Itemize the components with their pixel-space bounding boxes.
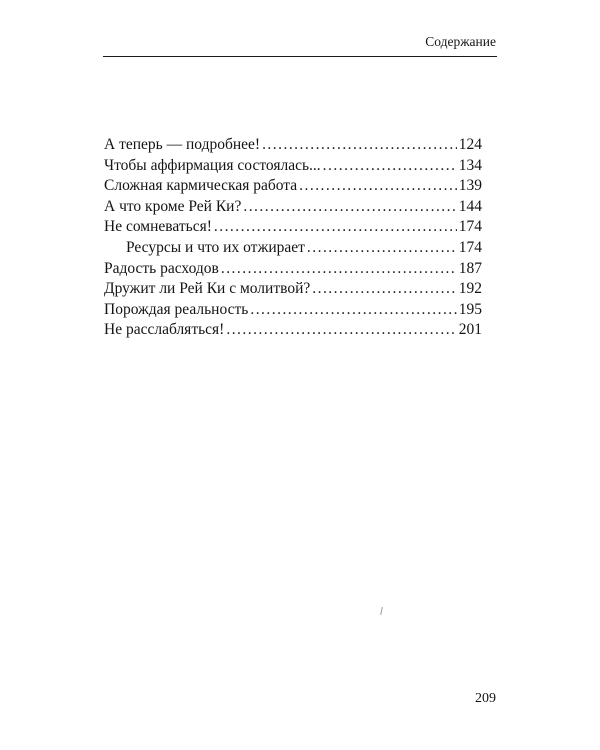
toc-entry [104,279,482,300]
toc-entry [104,176,482,197]
scan-speck [380,607,383,615]
toc-entry-title: Чтобы аффирмация состоялась... [104,156,321,174]
toc-dot-leader [226,320,456,341]
toc-entry-page: 144 [458,197,482,215]
toc-entry [104,156,482,177]
toc-dot-leader [243,197,456,218]
toc-dot-leader [250,300,456,321]
toc-entry [104,197,482,218]
toc-entry [104,300,482,321]
toc-entry [104,217,482,238]
toc-entry-title: Не расслабляться! [104,321,225,339]
toc-entry-page: 201 [458,321,482,339]
toc-entry [104,259,482,280]
toc-entry-title: Не сомневаться! [104,218,212,236]
toc-entry-title: Радость расходов [104,259,219,277]
toc-entry-title: Ресурсы и что их отжирает [126,238,305,256]
toc-subentry [104,238,482,259]
toc-dot-leader [312,279,457,300]
toc-dot-leader [214,217,457,238]
toc-entry-page: 174 [458,218,482,236]
toc-entry-page: 124 [458,136,482,153]
toc-dot-leader [262,135,457,156]
toc-entry-title: Дружит ли Рей Ки с молитвой? [104,280,311,298]
toc-entry-page: 174 [458,238,482,256]
toc-entry-page: 195 [458,300,482,318]
toc-entry [104,320,482,341]
header-rule [103,56,497,57]
page-number: 209 [475,691,496,706]
toc-entry [104,135,482,156]
toc-entry-page: 192 [458,280,482,298]
toc-entry-page: 134 [458,156,482,174]
toc-entry-page: 139 [458,177,482,195]
toc-dot-leader [323,156,457,177]
table-of-contents [104,135,482,341]
toc-dot-leader [221,259,457,280]
toc-dot-leader [299,176,457,197]
toc-dot-leader [307,238,457,259]
toc-entry-title: А теперь — подробнее! [104,136,261,153]
toc-entry-title: Сложная кармическая работа [104,177,298,195]
running-head: Содержание [425,34,496,49]
toc-entry-title: Порождая реальность [104,300,249,318]
toc-entry-page: 187 [458,259,482,277]
toc-entry-title: А что кроме Рей Ки? [104,197,242,215]
